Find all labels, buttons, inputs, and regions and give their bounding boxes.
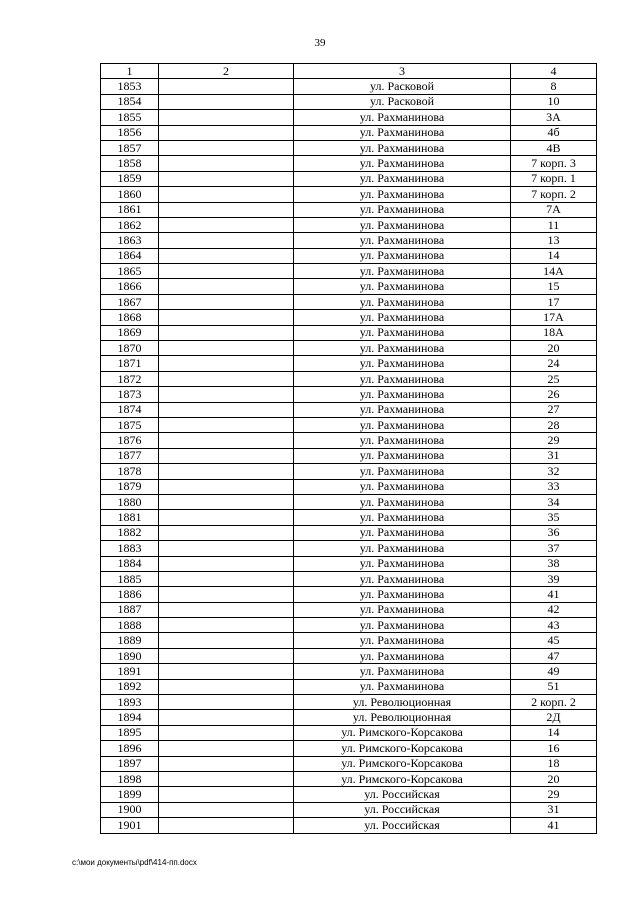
row-number-cell: 1878	[101, 464, 159, 479]
street-cell: ул. Революционная	[294, 710, 511, 725]
empty-cell	[159, 571, 294, 586]
empty-cell	[159, 494, 294, 509]
empty-cell	[159, 371, 294, 386]
table-row	[101, 140, 597, 155]
table-row	[101, 633, 597, 648]
street-cell: ул. Рахманинова	[294, 110, 511, 125]
table-row	[101, 341, 597, 356]
address-table	[100, 63, 597, 834]
table-row	[101, 464, 597, 479]
street-cell: ул. Рахманинова	[294, 356, 511, 371]
empty-cell	[159, 248, 294, 263]
house-number-cell: 14	[511, 725, 597, 740]
row-number-cell: 1891	[101, 664, 159, 679]
empty-cell	[159, 171, 294, 186]
empty-cell	[159, 771, 294, 786]
row-number-cell: 1853	[101, 79, 159, 94]
house-number-cell: 31	[511, 802, 597, 817]
empty-cell	[159, 525, 294, 540]
house-number-cell: 8	[511, 79, 597, 94]
street-cell: ул. Рахманинова	[294, 494, 511, 509]
table-row	[101, 741, 597, 756]
table-row	[101, 756, 597, 771]
row-number-cell: 1859	[101, 171, 159, 186]
table-row	[101, 695, 597, 710]
house-number-cell: 39	[511, 571, 597, 586]
table-row	[101, 264, 597, 279]
row-number-cell: 1867	[101, 294, 159, 309]
street-cell: ул. Российская	[294, 818, 511, 833]
row-number-cell: 1874	[101, 402, 159, 417]
house-number-cell: 4В	[511, 140, 597, 155]
house-number-cell: 24	[511, 356, 597, 371]
house-number-cell: 26	[511, 387, 597, 402]
row-number-cell: 1882	[101, 525, 159, 540]
empty-cell	[159, 448, 294, 463]
street-cell: ул. Римского-Корсакова	[294, 771, 511, 786]
empty-cell	[159, 294, 294, 309]
house-number-cell: 14А	[511, 264, 597, 279]
empty-cell	[159, 464, 294, 479]
row-number-cell: 1868	[101, 310, 159, 325]
empty-cell	[159, 756, 294, 771]
house-number-cell: 41	[511, 818, 597, 833]
house-number-cell: 28	[511, 417, 597, 432]
row-number-cell: 1884	[101, 556, 159, 571]
table-row	[101, 556, 597, 571]
street-cell: ул. Рахманинова	[294, 294, 511, 309]
street-cell: ул. Рахманинова	[294, 448, 511, 463]
house-number-cell: 42	[511, 602, 597, 617]
table-body	[101, 79, 597, 833]
house-number-cell: 41	[511, 587, 597, 602]
table-row	[101, 618, 597, 633]
empty-cell	[159, 79, 294, 94]
table-row	[101, 664, 597, 679]
table-row	[101, 433, 597, 448]
street-cell: ул. Рахманинова	[294, 510, 511, 525]
row-number-cell: 1888	[101, 618, 159, 633]
table-row	[101, 294, 597, 309]
street-cell: ул. Рахманинова	[294, 633, 511, 648]
house-number-cell: 2 корп. 2	[511, 695, 597, 710]
column-header-4: 4	[511, 64, 597, 79]
empty-cell	[159, 140, 294, 155]
row-number-cell: 1899	[101, 787, 159, 802]
table-row	[101, 371, 597, 386]
column-header-2: 2	[159, 64, 294, 79]
empty-cell	[159, 541, 294, 556]
street-cell: ул. Рахманинова	[294, 571, 511, 586]
empty-cell	[159, 217, 294, 232]
table-row	[101, 525, 597, 540]
street-cell: ул. Рахманинова	[294, 171, 511, 186]
table-row	[101, 510, 597, 525]
row-number-cell: 1873	[101, 387, 159, 402]
row-number-cell: 1856	[101, 125, 159, 140]
table-row	[101, 325, 597, 340]
house-number-cell: 11	[511, 217, 597, 232]
house-number-cell: 20	[511, 771, 597, 786]
empty-cell	[159, 402, 294, 417]
street-cell: ул. Римского-Корсакова	[294, 725, 511, 740]
empty-cell	[159, 618, 294, 633]
row-number-cell: 1858	[101, 156, 159, 171]
table-row	[101, 541, 597, 556]
empty-cell	[159, 202, 294, 217]
street-cell: ул. Расковой	[294, 94, 511, 109]
street-cell: ул. Рахманинова	[294, 140, 511, 155]
street-cell: ул. Рахманинова	[294, 248, 511, 263]
row-number-cell: 1889	[101, 633, 159, 648]
row-number-cell: 1893	[101, 695, 159, 710]
street-cell: ул. Рахманинова	[294, 202, 511, 217]
house-number-cell: 13	[511, 233, 597, 248]
house-number-cell: 7А	[511, 202, 597, 217]
empty-cell	[159, 233, 294, 248]
table-row	[101, 156, 597, 171]
house-number-cell: 34	[511, 494, 597, 509]
house-number-cell: 31	[511, 448, 597, 463]
row-number-cell: 1861	[101, 202, 159, 217]
table-row	[101, 94, 597, 109]
street-cell: ул. Рахманинова	[294, 371, 511, 386]
house-number-cell: 15	[511, 279, 597, 294]
street-cell: ул. Рахманинова	[294, 325, 511, 340]
table-row	[101, 787, 597, 802]
row-number-cell: 1887	[101, 602, 159, 617]
house-number-cell: 20	[511, 341, 597, 356]
row-number-cell: 1879	[101, 479, 159, 494]
street-cell: ул. Рахманинова	[294, 217, 511, 232]
house-number-cell: 43	[511, 618, 597, 633]
row-number-cell: 1860	[101, 187, 159, 202]
row-number-cell: 1875	[101, 417, 159, 432]
table-row	[101, 187, 597, 202]
house-number-cell: 32	[511, 464, 597, 479]
empty-cell	[159, 417, 294, 432]
row-number-cell: 1897	[101, 756, 159, 771]
street-cell: ул. Революционная	[294, 695, 511, 710]
footer-file-path: c:\мои документы\pdf\414-пп.docx	[72, 858, 197, 867]
empty-cell	[159, 187, 294, 202]
table-row	[101, 648, 597, 663]
empty-cell	[159, 341, 294, 356]
row-number-cell: 1876	[101, 433, 159, 448]
house-number-cell: 29	[511, 433, 597, 448]
row-number-cell: 1872	[101, 371, 159, 386]
house-number-cell: 51	[511, 679, 597, 694]
table-row	[101, 233, 597, 248]
house-number-cell: 3А	[511, 110, 597, 125]
street-cell: ул. Рахманинова	[294, 433, 511, 448]
empty-cell	[159, 725, 294, 740]
street-cell: ул. Рахманинова	[294, 464, 511, 479]
page-number: 39	[314, 37, 326, 49]
house-number-cell: 7 корп. 2	[511, 187, 597, 202]
street-cell: ул. Рахманинова	[294, 187, 511, 202]
row-number-cell: 1869	[101, 325, 159, 340]
empty-cell	[159, 510, 294, 525]
empty-cell	[159, 110, 294, 125]
street-cell: ул. Рахманинова	[294, 341, 511, 356]
house-number-cell: 14	[511, 248, 597, 263]
house-number-cell: 17	[511, 294, 597, 309]
street-cell: ул. Рахманинова	[294, 264, 511, 279]
table-row	[101, 248, 597, 263]
empty-cell	[159, 94, 294, 109]
row-number-cell: 1894	[101, 710, 159, 725]
empty-cell	[159, 479, 294, 494]
row-number-cell: 1862	[101, 217, 159, 232]
empty-cell	[159, 387, 294, 402]
row-number-cell: 1901	[101, 818, 159, 833]
street-cell: ул. Рахманинова	[294, 402, 511, 417]
row-number-cell: 1880	[101, 494, 159, 509]
row-number-cell: 1896	[101, 741, 159, 756]
table-row	[101, 202, 597, 217]
table-row	[101, 479, 597, 494]
row-number-cell: 1883	[101, 541, 159, 556]
table-row	[101, 125, 597, 140]
empty-cell	[159, 818, 294, 833]
street-cell: ул. Рахманинова	[294, 556, 511, 571]
empty-cell	[159, 695, 294, 710]
empty-cell	[159, 264, 294, 279]
house-number-cell: 37	[511, 541, 597, 556]
empty-cell	[159, 279, 294, 294]
table-row	[101, 710, 597, 725]
empty-cell	[159, 325, 294, 340]
table-row	[101, 310, 597, 325]
row-number-cell: 1900	[101, 802, 159, 817]
empty-cell	[159, 710, 294, 725]
street-cell: ул. Рахманинова	[294, 479, 511, 494]
empty-cell	[159, 787, 294, 802]
table-row	[101, 402, 597, 417]
table-row	[101, 79, 597, 94]
table-row	[101, 679, 597, 694]
column-header-3: 3	[294, 64, 511, 79]
street-cell: ул. Рахманинова	[294, 525, 511, 540]
empty-cell	[159, 741, 294, 756]
street-cell: ул. Рахманинова	[294, 387, 511, 402]
house-number-cell: 10	[511, 94, 597, 109]
street-cell: ул. Рахманинова	[294, 125, 511, 140]
street-cell: ул. Рахманинова	[294, 417, 511, 432]
house-number-cell: 25	[511, 371, 597, 386]
house-number-cell: 38	[511, 556, 597, 571]
street-cell: ул. Рахманинова	[294, 156, 511, 171]
house-number-cell: 33	[511, 479, 597, 494]
row-number-cell: 1864	[101, 248, 159, 263]
row-number-cell: 1892	[101, 679, 159, 694]
house-number-cell: 7 корп. 1	[511, 171, 597, 186]
street-cell: ул. Российская	[294, 787, 511, 802]
row-number-cell: 1865	[101, 264, 159, 279]
street-cell: ул. Рахманинова	[294, 310, 511, 325]
street-cell: ул. Российская	[294, 802, 511, 817]
empty-cell	[159, 556, 294, 571]
row-number-cell: 1886	[101, 587, 159, 602]
house-number-cell: 35	[511, 510, 597, 525]
house-number-cell: 27	[511, 402, 597, 417]
table-row	[101, 802, 597, 817]
house-number-cell: 47	[511, 648, 597, 663]
street-cell: ул. Рахманинова	[294, 679, 511, 694]
empty-cell	[159, 633, 294, 648]
row-number-cell: 1870	[101, 341, 159, 356]
row-number-cell: 1855	[101, 110, 159, 125]
table-row	[101, 110, 597, 125]
house-number-cell: 36	[511, 525, 597, 540]
row-number-cell: 1890	[101, 648, 159, 663]
row-number-cell: 1854	[101, 94, 159, 109]
row-number-cell: 1898	[101, 771, 159, 786]
house-number-cell: 18	[511, 756, 597, 771]
empty-cell	[159, 433, 294, 448]
street-cell: ул. Рахманинова	[294, 587, 511, 602]
column-header-1: 1	[101, 64, 159, 79]
house-number-cell: 17А	[511, 310, 597, 325]
house-number-cell: 45	[511, 633, 597, 648]
row-number-cell: 1866	[101, 279, 159, 294]
street-cell: ул. Рахманинова	[294, 648, 511, 663]
table-row	[101, 217, 597, 232]
row-number-cell: 1871	[101, 356, 159, 371]
row-number-cell: 1863	[101, 233, 159, 248]
table-row	[101, 448, 597, 463]
empty-cell	[159, 602, 294, 617]
table-row	[101, 171, 597, 186]
street-cell: ул. Рахманинова	[294, 233, 511, 248]
street-cell: ул. Рахманинова	[294, 618, 511, 633]
house-number-cell: 2Д	[511, 710, 597, 725]
house-number-cell: 49	[511, 664, 597, 679]
row-number-cell: 1881	[101, 510, 159, 525]
house-number-cell: 16	[511, 741, 597, 756]
empty-cell	[159, 664, 294, 679]
empty-cell	[159, 679, 294, 694]
street-cell: ул. Рахманинова	[294, 664, 511, 679]
table-row	[101, 587, 597, 602]
table-row	[101, 725, 597, 740]
empty-cell	[159, 356, 294, 371]
street-cell: ул. Рахманинова	[294, 279, 511, 294]
table-row	[101, 387, 597, 402]
empty-cell	[159, 125, 294, 140]
street-cell: ул. Расковой	[294, 79, 511, 94]
empty-cell	[159, 587, 294, 602]
row-number-cell: 1895	[101, 725, 159, 740]
house-number-cell: 29	[511, 787, 597, 802]
table-row	[101, 602, 597, 617]
street-cell: ул. Римского-Корсакова	[294, 756, 511, 771]
empty-cell	[159, 648, 294, 663]
table-header-row	[101, 64, 597, 79]
row-number-cell: 1857	[101, 140, 159, 155]
table-row	[101, 279, 597, 294]
street-cell: ул. Рахманинова	[294, 602, 511, 617]
row-number-cell: 1877	[101, 448, 159, 463]
table-row	[101, 356, 597, 371]
table-row	[101, 417, 597, 432]
empty-cell	[159, 310, 294, 325]
street-cell: ул. Римского-Корсакова	[294, 741, 511, 756]
table-row	[101, 494, 597, 509]
table-row	[101, 818, 597, 833]
street-cell: ул. Рахманинова	[294, 541, 511, 556]
house-number-cell: 18А	[511, 325, 597, 340]
table-row	[101, 571, 597, 586]
empty-cell	[159, 802, 294, 817]
house-number-cell: 4б	[511, 125, 597, 140]
house-number-cell: 7 корп. 3	[511, 156, 597, 171]
empty-cell	[159, 156, 294, 171]
row-number-cell: 1885	[101, 571, 159, 586]
table-row	[101, 771, 597, 786]
